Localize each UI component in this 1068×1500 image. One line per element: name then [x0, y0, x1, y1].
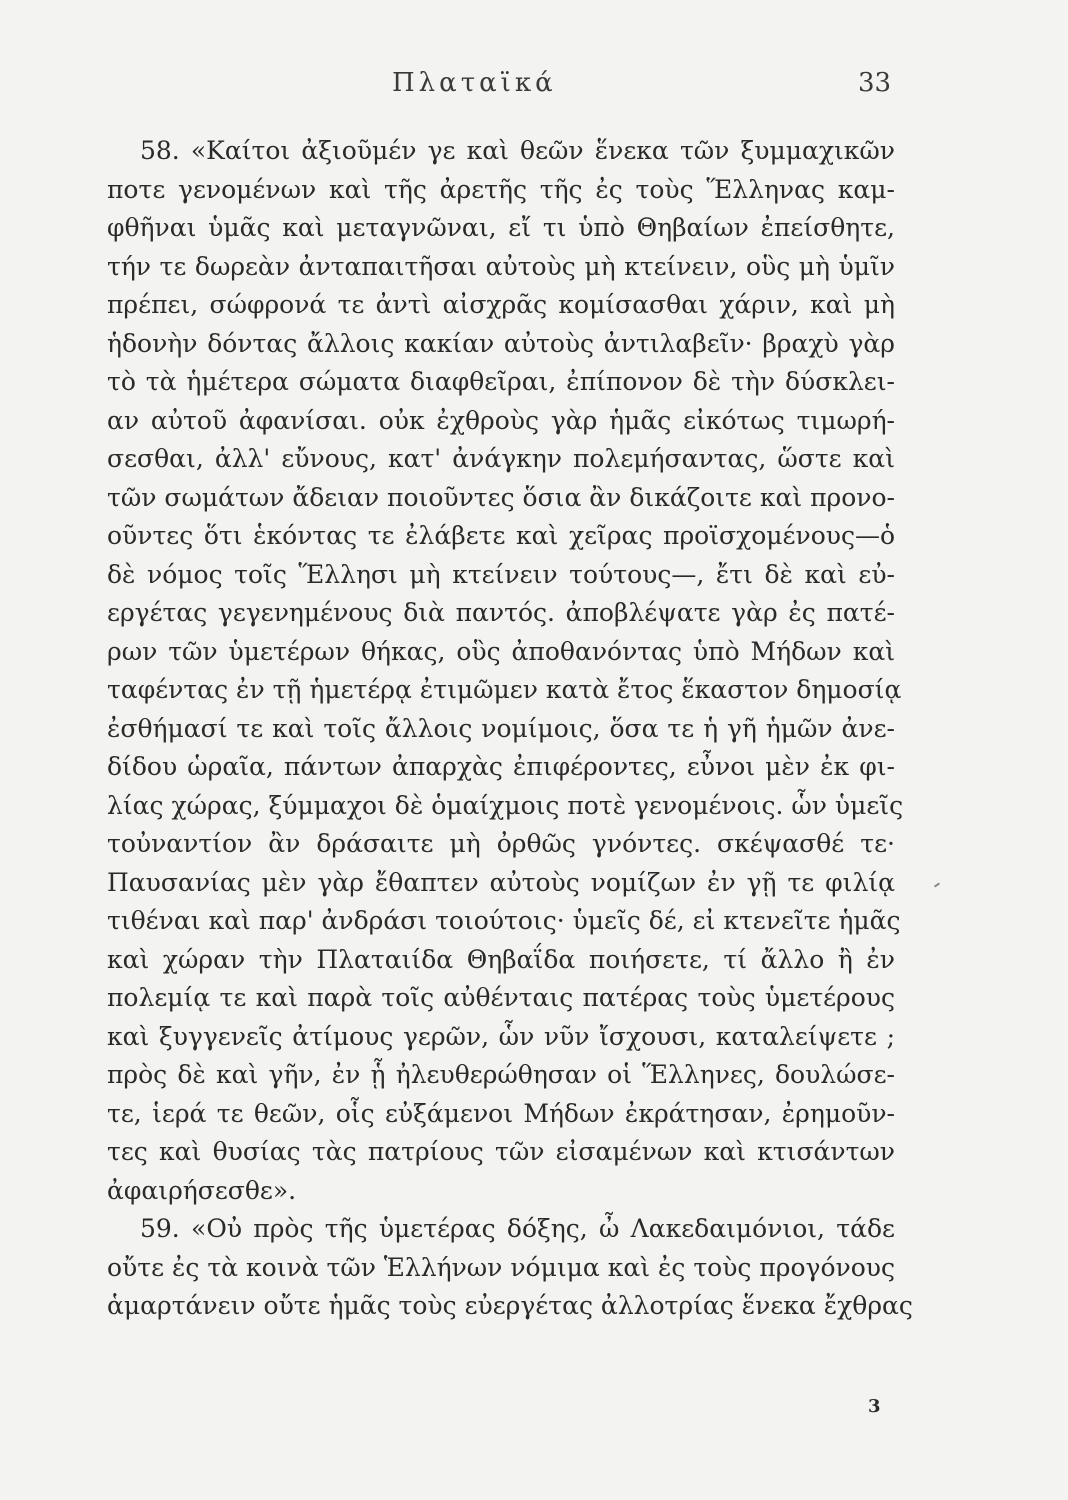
text-line: ἁμαρτάνειν οὔτε ἡμᾶς τοὺς εὐεργέτας ἀλλοτρίας ἕνεκα ἔχθρας — [107, 1291, 913, 1320]
text-line: πρέπει, σώφρονά τε ἀντὶ αἰσχρᾶς κομίσασθαι χάριν, καὶ μὴ — [107, 290, 895, 319]
text-line: Παυσανίας μὲν γὰρ ἔθαπτεν αὐτοὺς νομίζων ἐν γῇ τε φιλίᾳ — [107, 867, 895, 897]
text-line: ἀφαιρήσεσθε». — [107, 1175, 297, 1205]
text-line: ρων τῶν ὑμετέρων θήκας, οὓς ἀποθανόντας ὑπὸ Μήδων καὶ — [107, 636, 895, 666]
text-line: καὶ ξυγγενεῖς ἀτίμους γερῶν, ὧν νῦν ἴσχουσι, καταλείψετε ; — [107, 1021, 895, 1051]
text-line: τοὐναντίον ἂν δράσαιτε μὴ ὀρθῶς γνόντες. σκέψασθέ τε· — [107, 829, 895, 858]
text-line: φθῆναι ὑμᾶς καὶ μεταγνῶναι, εἴ τι ὑπὸ Θηβαίων ἐπείσθητε, — [107, 213, 895, 242]
text-line: τήν τε δωρεὰν ἀνταπαιτῆσαι αὐτοὺς μὴ κτείνειν, οὓς μὴ ὑμῖν — [107, 251, 895, 281]
text-line: τὸ τὰ ἡμέτερα σώματα διαφθεῖραι, ἐπίπονον δὲ τὴν δύσκλει- — [107, 367, 895, 396]
text-line: δίδου ὡραῖα, πάντων ἀπαρχὰς ἐπιφέροντες, εὖνοι μὲν ἐκ φι- — [107, 752, 895, 781]
text-line: ταφέντας ἐν τῇ ἡμετέρᾳ ἐτιμῶμεν κατὰ ἔτος ἕκαστον δημοσίᾳ — [107, 675, 902, 704]
main-text — [107, 132, 913, 1326]
text-line: πολεμίᾳ τε καὶ παρὰ τοῖς αὐθένταις πατέρας τοὺς ὑμετέρους — [107, 983, 895, 1012]
text-line: ἐσθήμασί τε καὶ τοῖς ἄλλοις νομίμοις, ὅσα τε ἡ γῆ ἡμῶν ἀνε- — [107, 713, 895, 743]
text-line: τε, ἱερά τε θεῶν, οἷς εὐξάμενοι Μήδων ἐκράτησαν, ἐρημοῦν- — [107, 1098, 895, 1128]
text-line: πρὸς δὲ καὶ γῆν, ἐν ᾗ ἠλευθερώθησαν οἱ Ἕλληνες, δουλώσε- — [107, 1060, 895, 1089]
signature-mark: 3 — [868, 1396, 881, 1417]
text-line: ποτε γενομένων καὶ τῆς ἀρετῆς τῆς ἐς τοὺς Ἕλληνας καμ- — [107, 174, 895, 204]
text-line: ἡδονὴν δόντας ἄλλοις κακίαν αὐτοὺς ἀντιλαβεῖν· βραχὺ γὰρ — [107, 328, 895, 358]
text-line: οὔτε ἐς τὰ κοινὰ τῶν Ἑλλήνων νόμιμα καὶ ἐς τοὺς προγόνους — [107, 1252, 895, 1282]
paper-speck — [934, 882, 940, 887]
text-line: αν αὐτοῦ ἀφανίσαι. οὐκ ἐχθροὺς γὰρ ἡμᾶς εἰκότως τιμωρή- — [107, 405, 895, 435]
page-number: 33 — [858, 68, 892, 98]
text-line: τιθέναι καὶ παρ' ἀνδράσι τοιούτοις· ὑμεῖς δέ, εἰ κτενεῖτε ἡμᾶς — [107, 906, 901, 935]
text-line: λίας χώρας, ξύμμαχοι δὲ ὁμαίχμοις ποτὲ γενομένοις. ὧν ὑμεῖς — [107, 790, 904, 820]
text-line: δὲ νόμος τοῖς Ἕλλησι μὴ κτείνειν τούτους—, ἔτι δὲ καὶ εὐ- — [107, 559, 895, 589]
text-line: οῦντες ὅτι ἑκόντας τε ἐλάβετε καὶ χεῖρας προϊσχομένους—ὁ — [107, 521, 895, 550]
text-line: τῶν σωμάτων ἄδειαν ποιοῦντες ὅσια ἂν δικάζοιτε καὶ προνο- — [107, 482, 895, 512]
text-line: 59. «Οὐ πρὸς τῆς ὑμετέρας δόξης, ὦ Λακεδαιμόνιοι, τάδε — [140, 1214, 895, 1243]
text-line: σεσθαι, ἀλλ' εὔνους, κατ' ἀνάγκην πολεμήσαντας, ὥστε καὶ — [107, 444, 895, 473]
text-line: καὶ χώραν τὴν Πλαταιίδα Θηβαΐδα ποιήσετε, τί ἄλλο ἢ ἐν — [107, 944, 895, 974]
running-title: Πλαταϊκά — [392, 68, 557, 98]
text-line: εργέτας γεγενημένους διὰ παντός. ἀποβλέψατε γὰρ ἐς πατέ- — [107, 598, 895, 627]
text-line: τες καὶ θυσίας τὰς πατρίους τῶν εἰσαμένων καὶ κτισάντων — [107, 1137, 895, 1166]
text-line: 58. «Καίτοι ἀξιοῦμέν γε καὶ θεῶν ἕνεκα τῶν ξυμμαχικῶν — [140, 136, 895, 165]
